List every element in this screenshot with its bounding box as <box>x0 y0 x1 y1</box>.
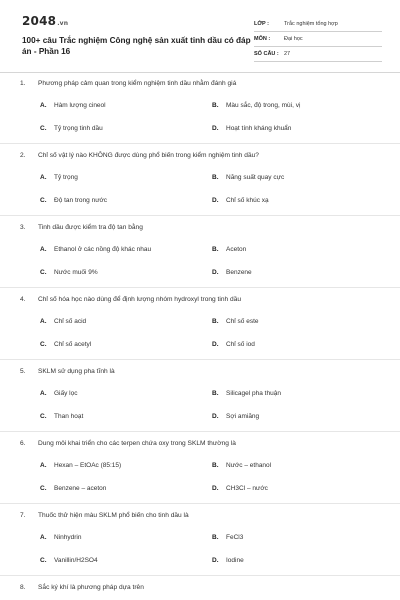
option-text: FeCl3 <box>226 534 244 541</box>
option-letter: A. <box>40 174 47 181</box>
option-text: Benzene <box>226 269 252 276</box>
meta-class-value: Trắc nghiệm tổng hợp <box>284 21 338 27</box>
question-text <box>20 584 144 591</box>
option-letter: D. <box>212 485 219 492</box>
question-number: 8. <box>20 584 26 591</box>
meta-class-key: LỚP : <box>254 21 269 27</box>
option-letter: D. <box>212 269 219 276</box>
option-b[interactable] <box>212 462 271 469</box>
option-c[interactable] <box>40 197 107 204</box>
document-title: 100+ câu Trắc nghiệm Công nghệ sản xuất tinh dầu có đáp án - Phần 16 <box>22 36 251 56</box>
option-a[interactable] <box>40 174 78 181</box>
question-stem: Phương pháp cảm quan trong kiểm nghiệm tinh dầu nhằm đánh giá <box>38 80 237 87</box>
option-d[interactable] <box>212 125 291 132</box>
question-stem: Chỉ số hóa học nào dùng để định lượng nhóm hydroxyl trong tinh dầu <box>38 296 242 303</box>
option-letter: D. <box>212 125 219 132</box>
meta-panel <box>254 17 382 62</box>
option-text: Chỉ số este <box>226 318 259 325</box>
question-number: 4. <box>20 296 26 303</box>
option-text: Benzene – aceton <box>54 485 107 492</box>
option-text: CH3Cl – nước <box>226 485 268 492</box>
question-text <box>20 224 143 231</box>
option-letter: D. <box>212 341 219 348</box>
option-letter: A. <box>40 390 47 397</box>
document-header <box>22 14 382 74</box>
question-item <box>0 144 400 214</box>
option-text: Ninhydrin <box>54 534 82 541</box>
question-number: 5. <box>20 368 26 375</box>
option-a[interactable] <box>40 318 86 325</box>
meta-class <box>254 17 382 32</box>
option-letter: B. <box>212 534 219 541</box>
option-text: Sợi amiăng <box>226 413 260 420</box>
option-letter: C. <box>40 125 47 132</box>
question-stem: Chỉ số vật lý nào KHÔNG được dùng phổ biến trong kiểm nghiệm tinh dầu? <box>38 152 259 159</box>
question-text <box>20 368 115 375</box>
option-letter: B. <box>212 102 219 109</box>
option-text: Hoạt tính kháng khuẩn <box>226 125 292 132</box>
option-letter: C. <box>40 485 47 492</box>
option-d[interactable] <box>212 413 259 420</box>
question-stem: SKLM sử dụng pha tĩnh là <box>38 368 115 375</box>
meta-subject-key: MÔN : <box>254 36 271 42</box>
option-text: Silicagel pha thuận <box>226 390 281 397</box>
question-item <box>0 360 400 430</box>
option-text: Iodine <box>226 557 244 564</box>
option-letter: B. <box>212 246 219 253</box>
question-text <box>20 440 236 447</box>
question-item <box>0 576 400 600</box>
option-letter: C. <box>40 341 47 348</box>
option-letter: C. <box>40 269 47 276</box>
logo-main: 2048 <box>22 14 57 28</box>
option-text: Aceton <box>226 246 247 253</box>
option-c[interactable] <box>40 485 106 492</box>
option-text: Than hoạt <box>54 413 84 420</box>
option-a[interactable] <box>40 534 81 541</box>
meta-subject-value: Đại học <box>284 36 303 42</box>
option-b[interactable] <box>212 390 281 397</box>
option-text: Giấy lọc <box>54 390 78 397</box>
option-text: Nước – ethanol <box>226 462 272 469</box>
option-letter: A. <box>40 318 47 325</box>
site-logo[interactable] <box>22 14 252 28</box>
option-letter: B. <box>212 390 219 397</box>
option-letter: D. <box>212 557 219 564</box>
question-text <box>20 152 259 159</box>
question-number: 6. <box>20 440 26 447</box>
option-c[interactable] <box>40 557 98 564</box>
question-stem: Tinh dầu được kiểm tra độ tan bằng <box>38 224 143 231</box>
option-b[interactable] <box>212 318 259 325</box>
question-number: 2. <box>20 152 26 159</box>
option-c[interactable] <box>40 341 91 348</box>
option-letter: B. <box>212 174 219 181</box>
option-b[interactable] <box>212 246 246 253</box>
option-d[interactable] <box>212 269 252 276</box>
option-a[interactable] <box>40 462 121 469</box>
question-item <box>0 432 400 502</box>
option-text: Chỉ số iod <box>226 341 255 348</box>
option-c[interactable] <box>40 269 98 276</box>
option-c[interactable] <box>40 413 83 420</box>
meta-count-value: 27 <box>284 51 291 57</box>
logo-tld: .vn <box>57 20 69 27</box>
option-b[interactable] <box>212 534 243 541</box>
option-text: Màu sắc, độ trong, mùi, vị <box>226 102 301 109</box>
option-letter: D. <box>212 197 219 204</box>
option-letter: D. <box>212 413 219 420</box>
option-text: Tỷ trọng <box>54 174 78 181</box>
option-text: Năng suất quay cực <box>226 174 285 181</box>
question-text <box>20 296 241 303</box>
question-number: 3. <box>20 224 26 231</box>
option-letter: A. <box>40 534 47 541</box>
option-text: Tỷ trọng tinh dầu <box>54 125 103 132</box>
option-text: Hàm lượng cineol <box>54 102 106 109</box>
question-stem: Sắc ký khí là phương pháp dựa trên <box>38 584 144 591</box>
option-letter: C. <box>40 197 47 204</box>
question-stem: Dung môi khai triển cho các terpen chứa oxy trong SKLM thường là <box>38 440 236 447</box>
option-c[interactable] <box>40 125 103 132</box>
meta-subject <box>254 32 382 47</box>
meta-count <box>254 47 382 62</box>
option-d[interactable] <box>212 197 269 204</box>
question-item <box>0 504 400 574</box>
question-number: 1. <box>20 80 26 87</box>
option-a[interactable] <box>40 390 77 397</box>
option-a[interactable] <box>40 246 151 253</box>
option-text: Ethanol ở các nồng độ khác nhau <box>54 246 152 253</box>
option-text: Chỉ số acetyl <box>54 341 92 348</box>
question-item <box>0 216 400 286</box>
option-d[interactable] <box>212 557 244 564</box>
option-text: Hexan – EtOAc (85:15) <box>54 462 122 469</box>
option-d[interactable] <box>212 341 255 348</box>
option-letter: C. <box>40 413 47 420</box>
option-letter: B. <box>212 462 219 469</box>
option-b[interactable] <box>212 102 300 109</box>
option-letter: C. <box>40 557 47 564</box>
option-letter: A. <box>40 246 47 253</box>
option-letter: A. <box>40 102 47 109</box>
question-stem: Thuốc thử hiện màu SKLM phổ biến cho tinh dầu là <box>38 512 189 519</box>
option-b[interactable] <box>212 174 284 181</box>
option-a[interactable] <box>40 102 106 109</box>
question-text <box>20 80 236 87</box>
option-text: Độ tan trong nước <box>54 197 108 204</box>
meta-count-key: SỐ CÂU : <box>254 51 279 57</box>
question-item <box>0 72 400 142</box>
option-d[interactable] <box>212 485 268 492</box>
option-letter: A. <box>40 462 47 469</box>
option-letter: B. <box>212 318 219 325</box>
question-number: 7. <box>20 512 26 519</box>
option-text: Vanillin/H2SO4 <box>54 557 98 564</box>
option-text: Nước muối 9% <box>54 269 98 276</box>
question-item <box>0 288 400 358</box>
question-text <box>20 512 189 519</box>
option-text: Chỉ số khúc xạ <box>226 197 269 204</box>
option-text: Chỉ số acid <box>54 318 87 325</box>
header-left <box>22 14 252 57</box>
